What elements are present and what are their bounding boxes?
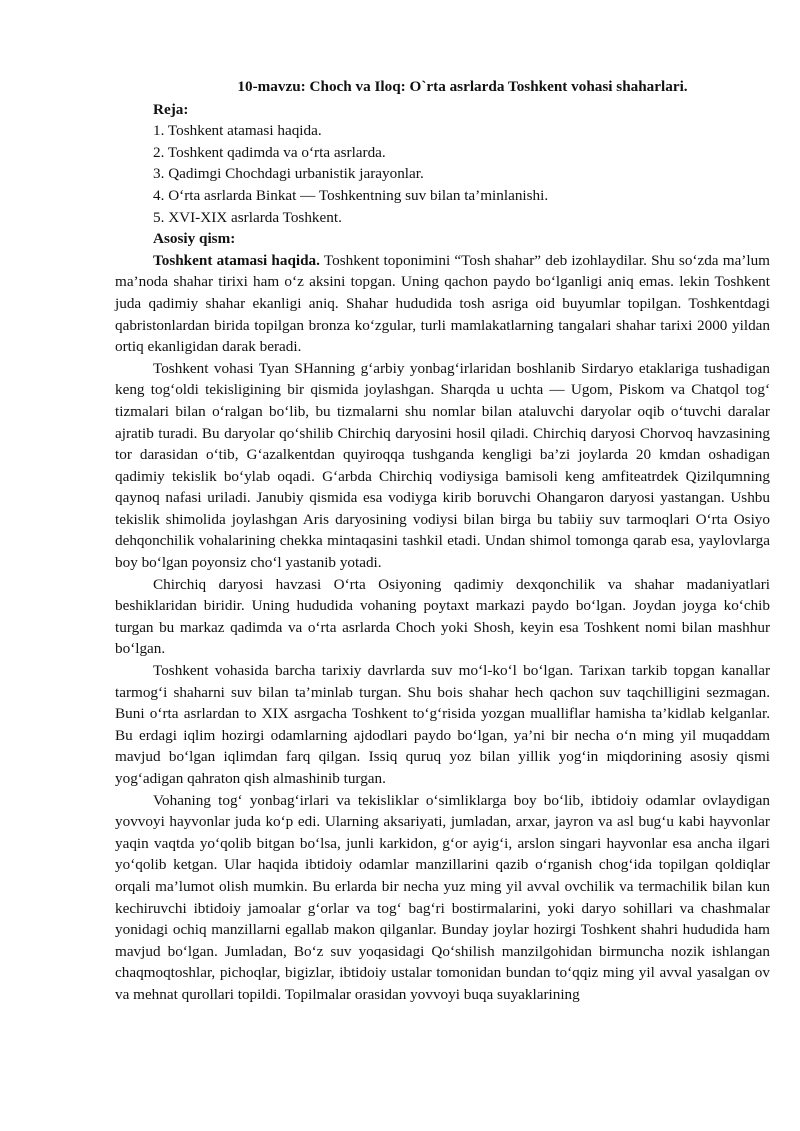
- plan-item: 1. Toshkent atamasi haqida.: [153, 122, 322, 140]
- plan-list: [115, 120, 770, 228]
- plan-item: 5. XVI-XIX asrlarda Toshkent.: [153, 208, 342, 226]
- plan-item: 3. Qadimgi Chochdagi urbanistik jarayonlar.: [153, 165, 424, 183]
- paragraph-text: Chirchiq daryosi havzasi O‘rta Osiyoning qadimiy dexqonchilik va shahar madaniyatlari beshiklaridan biridir. Uning hududida vohaning poytaxt markazi paydo bo‘lgan. Joydan joyga ko‘chib turgan bu markaz qadimda va o‘rta asrlarda Choch yoki Shosh, keyin esa Toshkent nomi bilan mashhur bo‘lgan.: [115, 575, 770, 658]
- plan-item: 4. O‘rta asrlarda Binkat — Toshkentning suv bilan ta’minlanishi.: [153, 186, 549, 204]
- paragraph-toshkent-atamasi: [115, 250, 770, 358]
- paragraph-lead: Toshkent atamasi haqida.: [153, 251, 320, 269]
- paragraph-geography: [115, 358, 770, 574]
- paragraph-fauna-archaeology: [115, 790, 770, 1006]
- plan-item: 2. Toshkent qadimda va o‘rta asrlarda.: [153, 143, 386, 161]
- main-heading: Asosiy qism:: [153, 230, 236, 248]
- paragraph-text: Toshkent vohasida barcha tarixiy davrlarda suv mo‘l-ko‘l bo‘lgan. Tarixan tarkib topgan kanallar tarmog‘i shaharni suv bilan ta’minlab turgan. Shu bois shahar hech qachon suv taqchilligini sezmagan. Buni o‘rta asrlardan to XIX asrgacha Toshkent to‘g‘risida yozgan mualliflar hamisha ta’kidlab kelganlar. Bu erdagi iqlim hozirgi odamlarning ajdodlari paydo bo‘lgan, ya’ni bir necha o‘n ming yil muqaddam mavjud bo‘lgan iqlimdan farq qilgan. Issiq quruq yoz bilan yillik yog‘in miqdorining asosiy qismi yog‘adigan qahraton qish almashinib turgan.: [115, 662, 770, 787]
- paragraph-text: Toshkent vohasi Tyan SHanning g‘arbiy yonbag‘irlaridan boshlanib Sirdaryo etaklariga tushadigan keng tog‘oldi tekisligining bir qismida joylashgan. Sharqda u uchta — Ugom, Piskom va Chatqol tog‘ tizmalari bilan o‘ralgan bo‘lib, bu tizmalarni shu nomlar bilan ataluvchi daryolar oqib o‘tuvchi daralar ajratib turadi. Bu daryolar qo‘shilib Chirchiq daryosini hosil qiladi. Chirchiq daryosi Chorvoq havzasining tor darasidan o‘tib, G‘azalkentdan quyiroqqa tushganda kengligi ba’zi joylarda 20 kmdan oshadigan qadimiy tekislik bo‘ylab oqadi. G‘arbda Chirchiq vodiysiga bamisoli keng amfiteatrdek Qizilqumning qaynoq nafasi uriladi. Janubiy qismida esa vodiyga kirib boruvchi Ohangaron daryosi yastangan. Ushbu tekislik shimolida joylashgan Aris daryosining vodiysi bilan birga bu tabiiy suv tarmoqlari O‘rta Osiyo dehqonchilik vohalarining chekka mintaqasini tashkil etadi. Undan shimol tomonga qarab esa, yaylovlarga boy bo‘lgan poyonsiz cho‘l yastanib yotadi.: [115, 359, 770, 572]
- document-title: 10-mavzu: Choch va Iloq: O`rta asrlarda Toshkent vohasi shaharlari.: [237, 78, 688, 95]
- paragraph-chirchiq-basin: [115, 574, 770, 660]
- paragraph-text: Vohaning tog‘ yonbag‘irlari va tekisliklar o‘simliklarga boy bo‘lib, ibtidoiy odamlar ovlaydigan yovvoyi hayvonlar juda ko‘p edi. Ularning aksariyati, jumladan, arxar, jayron va asl bug‘u kabi hayvonlar yaqin vaqtda yo‘qolib bitgan bo‘lsa, junli karkidon, g‘or ayig‘i, arslon singari hayvonlar esa ancha ilgari yo‘qolib ketgan. Ular haqida ibtidoiy odamlar manzillarini qazib o‘rganish chog‘ida topilgan qoldiqlar orqali ma’lumot olish mumkin. Bu erlarda bir necha yuz ming yil avval ovchilik va termachilik bilan kun kechiruvchi ibtidoiy jamoalar g‘orlar va tog‘ bag‘ri bostirmalarini, yoki daryo sohillari va chashmalar yonidagi ochiq manzillarni egallab makon qilganlar. Bunday joylar hozirgi Toshkent shahri hududida ham mavjud bo‘lgan. Jumladan, Bo‘z suv yoqasidagi Qo‘shilish manzilgohidan birmuncha nozik ishlangan chaqmoqtoshlar, pichoqlar, bigizlar, ibtidoiy ustalar tomonidan bundan to‘qqiz ming yil avval yasalgan ov va mehnat qurollari topildi. Topilmalar orasidan yovvoyi buqa suyaklarining: [115, 791, 770, 1003]
- paragraph-text: Toshkent toponimini “Tosh shahar” deb izohlaydilar. Shu so‘zda ma’lum ma’noda shahar tirixi ham o‘z aksini topgan. Uning qachon paydo bo‘lganligi aniq emas. lekin Toshkent juda qadimiy shahar ekanligi aniq. Shahar hududida tosh asriga oid buyumlar topilgan. Toshkentdagi qabristonlardan birida topilgan bronza ko‘zgular, turli mamlakatlarning tangalari shahar tarixi 2000 yildan ortiq ekanligidan darak beradi.: [115, 251, 770, 356]
- plan-heading: Reja:: [153, 100, 189, 118]
- paragraph-water-climate: [115, 660, 770, 790]
- document-page: [115, 76, 770, 1006]
